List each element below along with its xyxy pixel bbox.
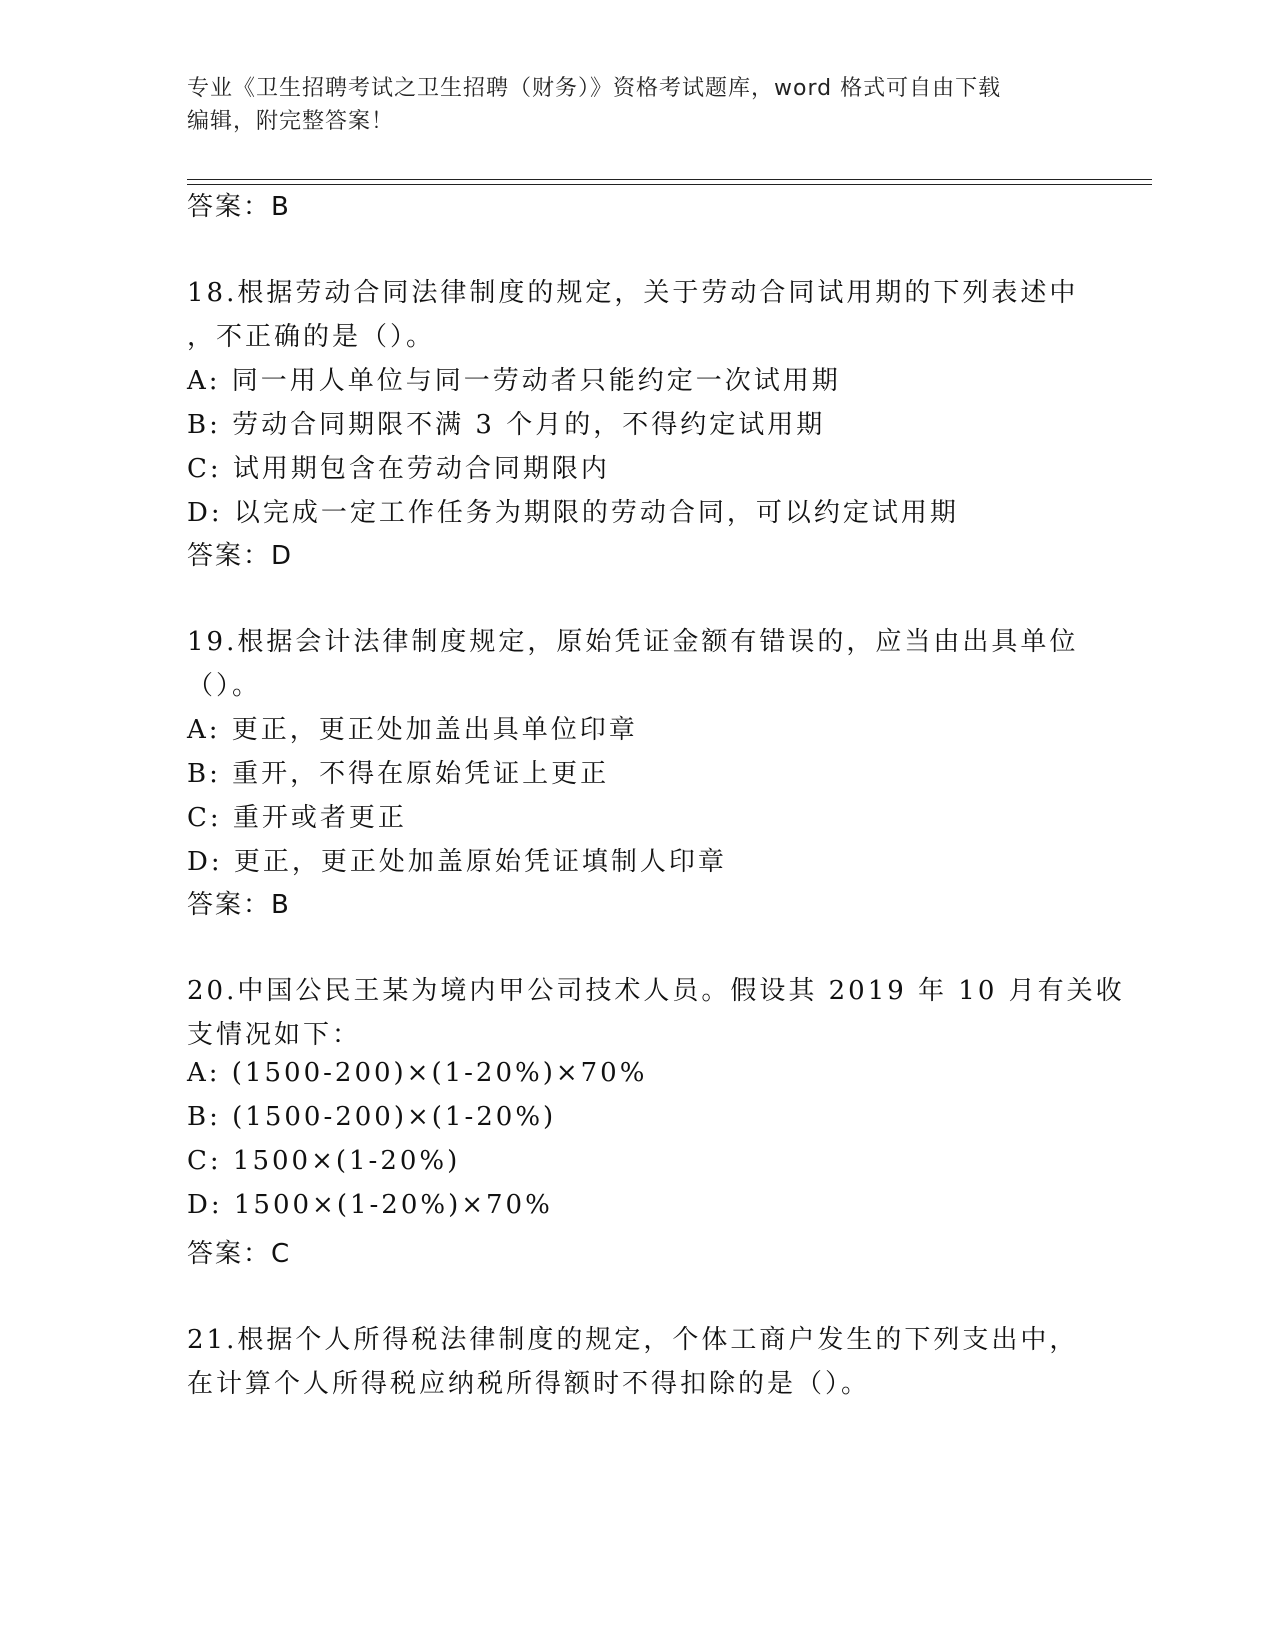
- question-18-option-c: C: 试用期包含在劳动合同期限内: [187, 454, 610, 484]
- question-18-stem-line-1: 18.根据劳动合同法律制度的规定，关于劳动合同试用期的下列表述中: [187, 278, 1079, 308]
- page-header: [187, 72, 1087, 138]
- question-18-option-d: D: 以完成一定工作任务为期限的劳动合同，可以约定试用期: [187, 498, 959, 528]
- question-20-option-a: A: (1500-200)×(1-20%)×70%: [187, 1058, 648, 1088]
- question-19-option-d: D: 更正，更正处加盖原始凭证填制人印章: [187, 847, 727, 877]
- answer-q19: 答案：B: [187, 890, 291, 920]
- question-18-stem-line-2: ，不正确的是（）。: [187, 322, 436, 352]
- answer-q20: 答案：C: [187, 1239, 292, 1269]
- answer-q18: 答案：D: [187, 541, 294, 571]
- header-rule-bottom: [187, 184, 1152, 185]
- question-18-option-b: B: 劳动合同期限不满 3 个月的，不得约定试用期: [187, 410, 826, 440]
- question-21-stem-line-2: 在计算个人所得税应纳税所得额时不得扣除的是（）。: [187, 1369, 871, 1399]
- question-20-option-c: C: 1500×(1-20%): [187, 1146, 461, 1176]
- answer-q17: 答案：B: [187, 192, 291, 222]
- question-21-stem-line-1: 21.根据个人所得税法律制度的规定，个体工商户发生的下列支出中，: [187, 1325, 1079, 1355]
- header-line-1: 专业《卫生招聘考试之卫生招聘（财务）》资格考试题库，word 格式可自由下载: [187, 76, 1002, 101]
- header-line-2: 编辑，附完整答案！: [187, 109, 395, 134]
- question-18-option-a: A: 同一用人单位与同一劳动者只能约定一次试用期: [187, 366, 841, 396]
- question-19-stem-line-2: （）。: [187, 671, 262, 701]
- question-20-option-d: D: 1500×(1-20%)×70%: [187, 1190, 553, 1220]
- question-20-option-b: B: (1500-200)×(1-20%): [187, 1102, 557, 1132]
- question-19-option-a: A: 更正，更正处加盖出具单位印章: [187, 715, 638, 745]
- question-20-stem-line-2: 支情况如下：: [187, 1020, 362, 1050]
- question-19-option-b: B: 重开，不得在原始凭证上更正: [187, 759, 610, 789]
- header-rule-top: [187, 179, 1152, 180]
- question-19-stem-line-1: 19.根据会计法律制度规定，原始凭证金额有错误的，应当由出具单位: [187, 627, 1079, 657]
- question-20-stem-line-1: 20.中国公民王某为境内甲公司技术人员。假设其 2019 年 10 月有关收: [187, 976, 1125, 1006]
- question-19-option-c: C: 重开或者更正: [187, 803, 407, 833]
